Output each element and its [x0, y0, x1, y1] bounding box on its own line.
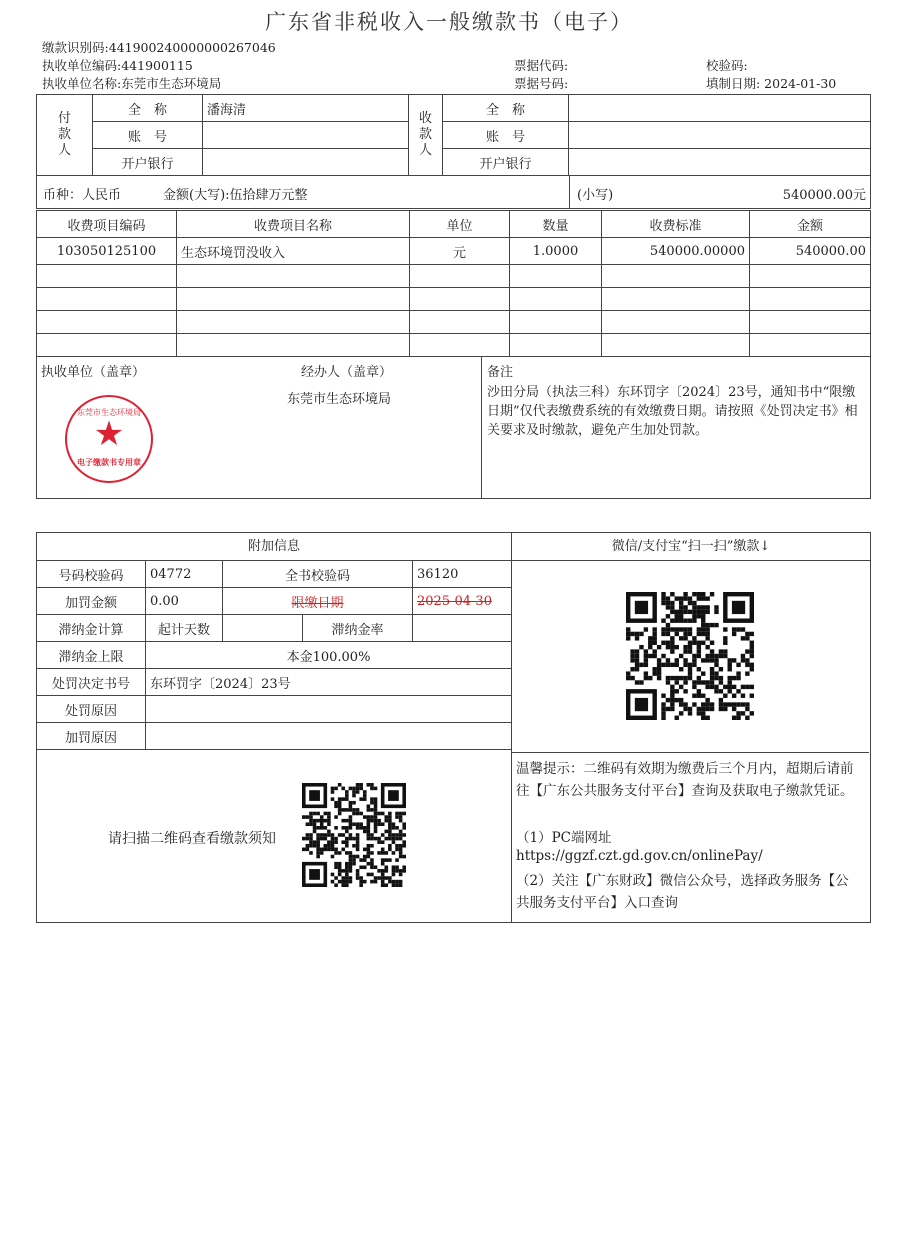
- payee-side-label: 收款人: [409, 95, 443, 176]
- fill-date: 填制日期: 2024-01-30: [706, 76, 837, 91]
- item-name: 生态环境罚没收入: [177, 238, 410, 265]
- decision-value: 东环罚字〔2024〕23号: [146, 669, 512, 696]
- items-table: [36, 210, 871, 357]
- surcharge-value: 0.00: [146, 588, 223, 615]
- payment-qr-code[interactable]: [626, 592, 754, 720]
- amount-lower: 540000.00元: [782, 188, 866, 203]
- payer-bank: [203, 149, 409, 176]
- col-header-qty: 数量: [510, 211, 602, 238]
- payee-account: [569, 122, 871, 149]
- handler-value: 东莞市生态环境局: [287, 392, 392, 407]
- table-row: [37, 311, 871, 334]
- late-rate-value: [413, 615, 512, 642]
- full-check-label: 全书校验码: [223, 561, 413, 588]
- deadline-label: 限缴日期: [291, 595, 344, 611]
- amount-divider: [569, 176, 570, 208]
- surcharge-label: 加罚金额: [37, 588, 146, 615]
- payee-bank-label: 开户银行: [443, 149, 569, 176]
- payer-bank-label: 开户银行: [93, 149, 203, 176]
- bill-no-label: 票据号码:: [514, 76, 569, 91]
- item-standard: 540000.00000: [602, 238, 750, 265]
- col-header-standard: 收费标准: [602, 211, 750, 238]
- late-cap-value: 本金100.00%: [146, 642, 512, 669]
- payer-name: 潘海清: [203, 95, 409, 122]
- table-row: [37, 238, 871, 265]
- full-check-value: 36120: [413, 561, 512, 588]
- notice-qr-code[interactable]: [302, 782, 406, 888]
- currency: 币种：人民币: [43, 188, 122, 203]
- late-calc-label: 滞纳金计算: [37, 615, 146, 642]
- late-start-label: 起计天数: [146, 615, 223, 642]
- late-rate-label: 滞纳金率: [303, 615, 413, 642]
- official-seal: [65, 395, 153, 483]
- stamp-remark-block: [36, 356, 871, 499]
- pay-tip: 温馨提示：二维码有效期为缴费后三个月内，超期后请前往【广东公共服务支付平台】查询及获取电子缴款凭证。: [516, 761, 854, 799]
- payee-bank: [569, 149, 871, 176]
- pay-url-link[interactable]: https://ggzf.czt.gd.gov.cn/onlinePay/: [516, 848, 763, 864]
- payer-payee-table: [36, 94, 871, 176]
- payer-side-label: 付款人: [37, 95, 93, 176]
- penalty-reason-label: 处罚原因: [37, 696, 146, 723]
- col-header-unit: 单位: [410, 211, 510, 238]
- table-row: [37, 265, 871, 288]
- payer-account-label: 账 号: [93, 122, 203, 149]
- late-start-value: [223, 615, 303, 642]
- remark-label: 备注: [487, 365, 514, 380]
- item-amount: 540000.00: [750, 238, 871, 265]
- payer-name-label: 全 称: [93, 95, 203, 122]
- code-check-value: 04772: [146, 561, 223, 588]
- pay-title: 微信/支付宝“扫一扫”缴款↓: [512, 533, 870, 561]
- scan-notice: 请扫描二维码查看缴款须知: [108, 831, 276, 847]
- payment-id: 缴款识别码:441900240000000267046: [42, 40, 276, 55]
- payee-name-label: 全 称: [443, 95, 569, 122]
- extra-table: [36, 560, 512, 750]
- decision-label: 处罚决定书号: [37, 669, 146, 696]
- item-qty: 1.0000: [510, 238, 602, 265]
- items-header-row: [37, 211, 871, 238]
- seal-bottom-text: 电子缴款书专用章: [77, 457, 141, 467]
- table-row: [37, 334, 871, 357]
- col-header-amount: 金额: [750, 211, 871, 238]
- deadline-value: 2025-04-30: [417, 593, 492, 609]
- unit-code: 执收单位编码:441900115: [42, 58, 193, 73]
- amount-lower-label: (小写): [577, 188, 614, 203]
- code-check-label: 号码校验码: [37, 561, 146, 588]
- amount-upper: 金额(大写):伍拾肆万元整: [163, 188, 308, 203]
- unit-stamp-label: 执收单位（盖章）: [41, 365, 146, 380]
- unit-name: 执收单位名称:东莞市生态环境局: [42, 76, 222, 91]
- check-code-label: 校验码:: [706, 58, 748, 73]
- remark-text: 沙田分局（执法三科）东环罚字〔2024〕23号，通知书中“限缴日期”仅代表缴费系统的有效缴费日期。请按照《处罚决定书》相关要求及时缴款，避免产生加处罚款。: [487, 385, 858, 438]
- surcharge-reason-value: [146, 723, 512, 750]
- late-cap-label: 滞纳金上限: [37, 642, 146, 669]
- remark-divider: [481, 357, 482, 498]
- payee-name: [569, 95, 871, 122]
- col-header-name: 收费项目名称: [177, 211, 410, 238]
- payer-account: [203, 122, 409, 149]
- bill-code-label: 票据代码:: [514, 58, 569, 73]
- amount-row: [36, 176, 871, 209]
- pay-step2: （2）关注【广东财政】微信公众号，选择政务服务【公共服务支付平台】入口查询: [516, 873, 849, 911]
- col-header-code: 收费项目编码: [37, 211, 177, 238]
- star-icon: ★: [93, 414, 125, 454]
- surcharge-reason-label: 加罚原因: [37, 723, 146, 750]
- penalty-reason-value: [146, 696, 512, 723]
- item-code: 103050125100: [37, 238, 177, 265]
- seal-top-text: 东莞市生态环境局: [77, 408, 141, 417]
- tip-divider: [512, 752, 869, 753]
- payee-account-label: 账 号: [443, 122, 569, 149]
- pay-step1: （1）PC端网址: [516, 830, 612, 846]
- extra-title: 附加信息: [37, 533, 511, 561]
- table-row: [37, 288, 871, 311]
- handler-label: 经办人（盖章）: [301, 365, 393, 380]
- item-unit: 元: [410, 238, 510, 265]
- document-title: 广东省非税收入一般缴款书（电子）: [265, 10, 633, 34]
